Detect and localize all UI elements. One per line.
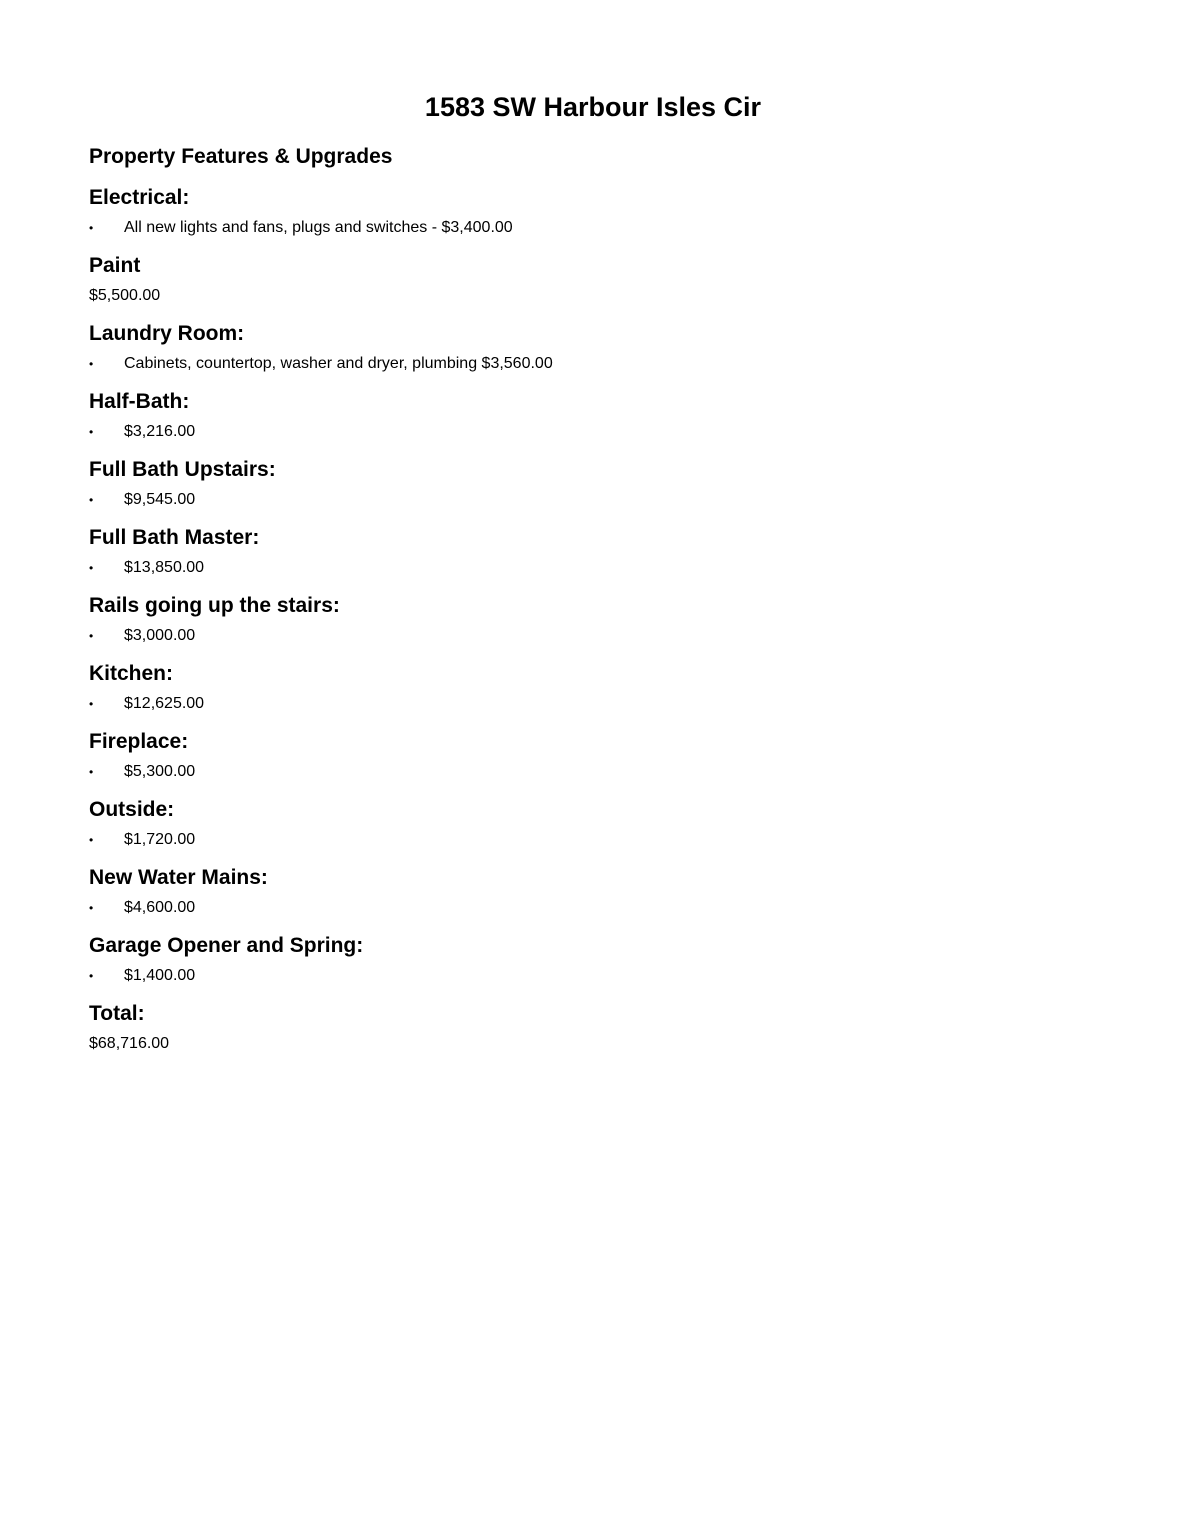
section-water-mains	[89, 864, 1089, 932]
section-paint	[89, 252, 1089, 320]
item-text: $3,216.00	[124, 423, 196, 440]
section-kitchen	[89, 660, 1089, 728]
section-heading: Full Bath Upstairs:	[89, 458, 276, 481]
bullet-icon: •	[89, 357, 94, 371]
document-subtitle: Property Features & Upgrades	[89, 145, 393, 168]
list-item	[89, 688, 1089, 720]
item-text: All new lights and fans, plugs and switches - $3,400.00	[124, 219, 513, 236]
list-item	[89, 416, 1089, 448]
section-full-bath-upstairs	[89, 456, 1089, 524]
total-amount: $68,716.00	[89, 1035, 170, 1052]
item-text: $9,545.00	[124, 491, 196, 508]
section-heading: Fireplace:	[89, 730, 189, 753]
bullet-icon: •	[89, 561, 94, 575]
bullet-icon: •	[89, 493, 94, 507]
section-heading: Electrical:	[89, 186, 190, 209]
section-heading: Kitchen:	[89, 662, 173, 685]
bullet-icon: •	[89, 629, 94, 643]
bullet-icon: •	[89, 765, 94, 779]
list-item	[89, 484, 1089, 516]
item-text: $1,720.00	[124, 831, 196, 848]
section-heading: Total:	[89, 1002, 145, 1025]
list-item	[89, 960, 1089, 992]
section-stair-rails	[89, 592, 1089, 660]
section-heading: Garage Opener and Spring:	[89, 934, 364, 957]
paragraph	[89, 1028, 1089, 1060]
bullet-icon: •	[89, 425, 94, 439]
section-half-bath	[89, 388, 1089, 456]
list-item	[89, 212, 1089, 244]
section-heading: Laundry Room:	[89, 322, 245, 345]
section-heading: Rails going up the stairs:	[89, 594, 340, 617]
item-text: $13,850.00	[124, 559, 205, 576]
section-heading: New Water Mains:	[89, 866, 268, 889]
list-item	[89, 892, 1089, 924]
bullet-icon: •	[89, 221, 94, 235]
section-fireplace	[89, 728, 1089, 796]
list-item	[89, 348, 1089, 380]
section-outside	[89, 796, 1089, 864]
item-text: $5,300.00	[124, 763, 196, 780]
item-text: $4,600.00	[124, 899, 196, 916]
list-item	[89, 824, 1089, 856]
section-electrical	[89, 184, 1089, 252]
list-item	[89, 756, 1089, 788]
bullet-icon: •	[89, 901, 94, 915]
section-heading: Paint	[89, 254, 141, 277]
bullet-icon: •	[89, 833, 94, 847]
paragraph	[89, 280, 1089, 312]
section-heading: Half-Bath:	[89, 390, 190, 413]
item-text: $12,625.00	[124, 695, 205, 712]
document-title: 1583 SW Harbour Isles Cir	[424, 92, 762, 122]
document-content	[89, 143, 1089, 1068]
item-text: $1,400.00	[124, 967, 196, 984]
section-heading: Outside:	[89, 798, 175, 821]
section-heading: Full Bath Master:	[89, 526, 260, 549]
item-text: $5,500.00	[89, 287, 161, 304]
section-garage	[89, 932, 1089, 1000]
list-item	[89, 552, 1089, 584]
bullet-icon: •	[89, 969, 94, 983]
bullet-icon: •	[89, 697, 94, 711]
section-full-bath-master	[89, 524, 1089, 592]
list-item	[89, 620, 1089, 652]
item-text: Cabinets, countertop, washer and dryer, plumbing $3,560.00	[124, 355, 553, 372]
item-text: $3,000.00	[124, 627, 196, 644]
section-total	[89, 1000, 1089, 1068]
section-laundry-room	[89, 320, 1089, 388]
